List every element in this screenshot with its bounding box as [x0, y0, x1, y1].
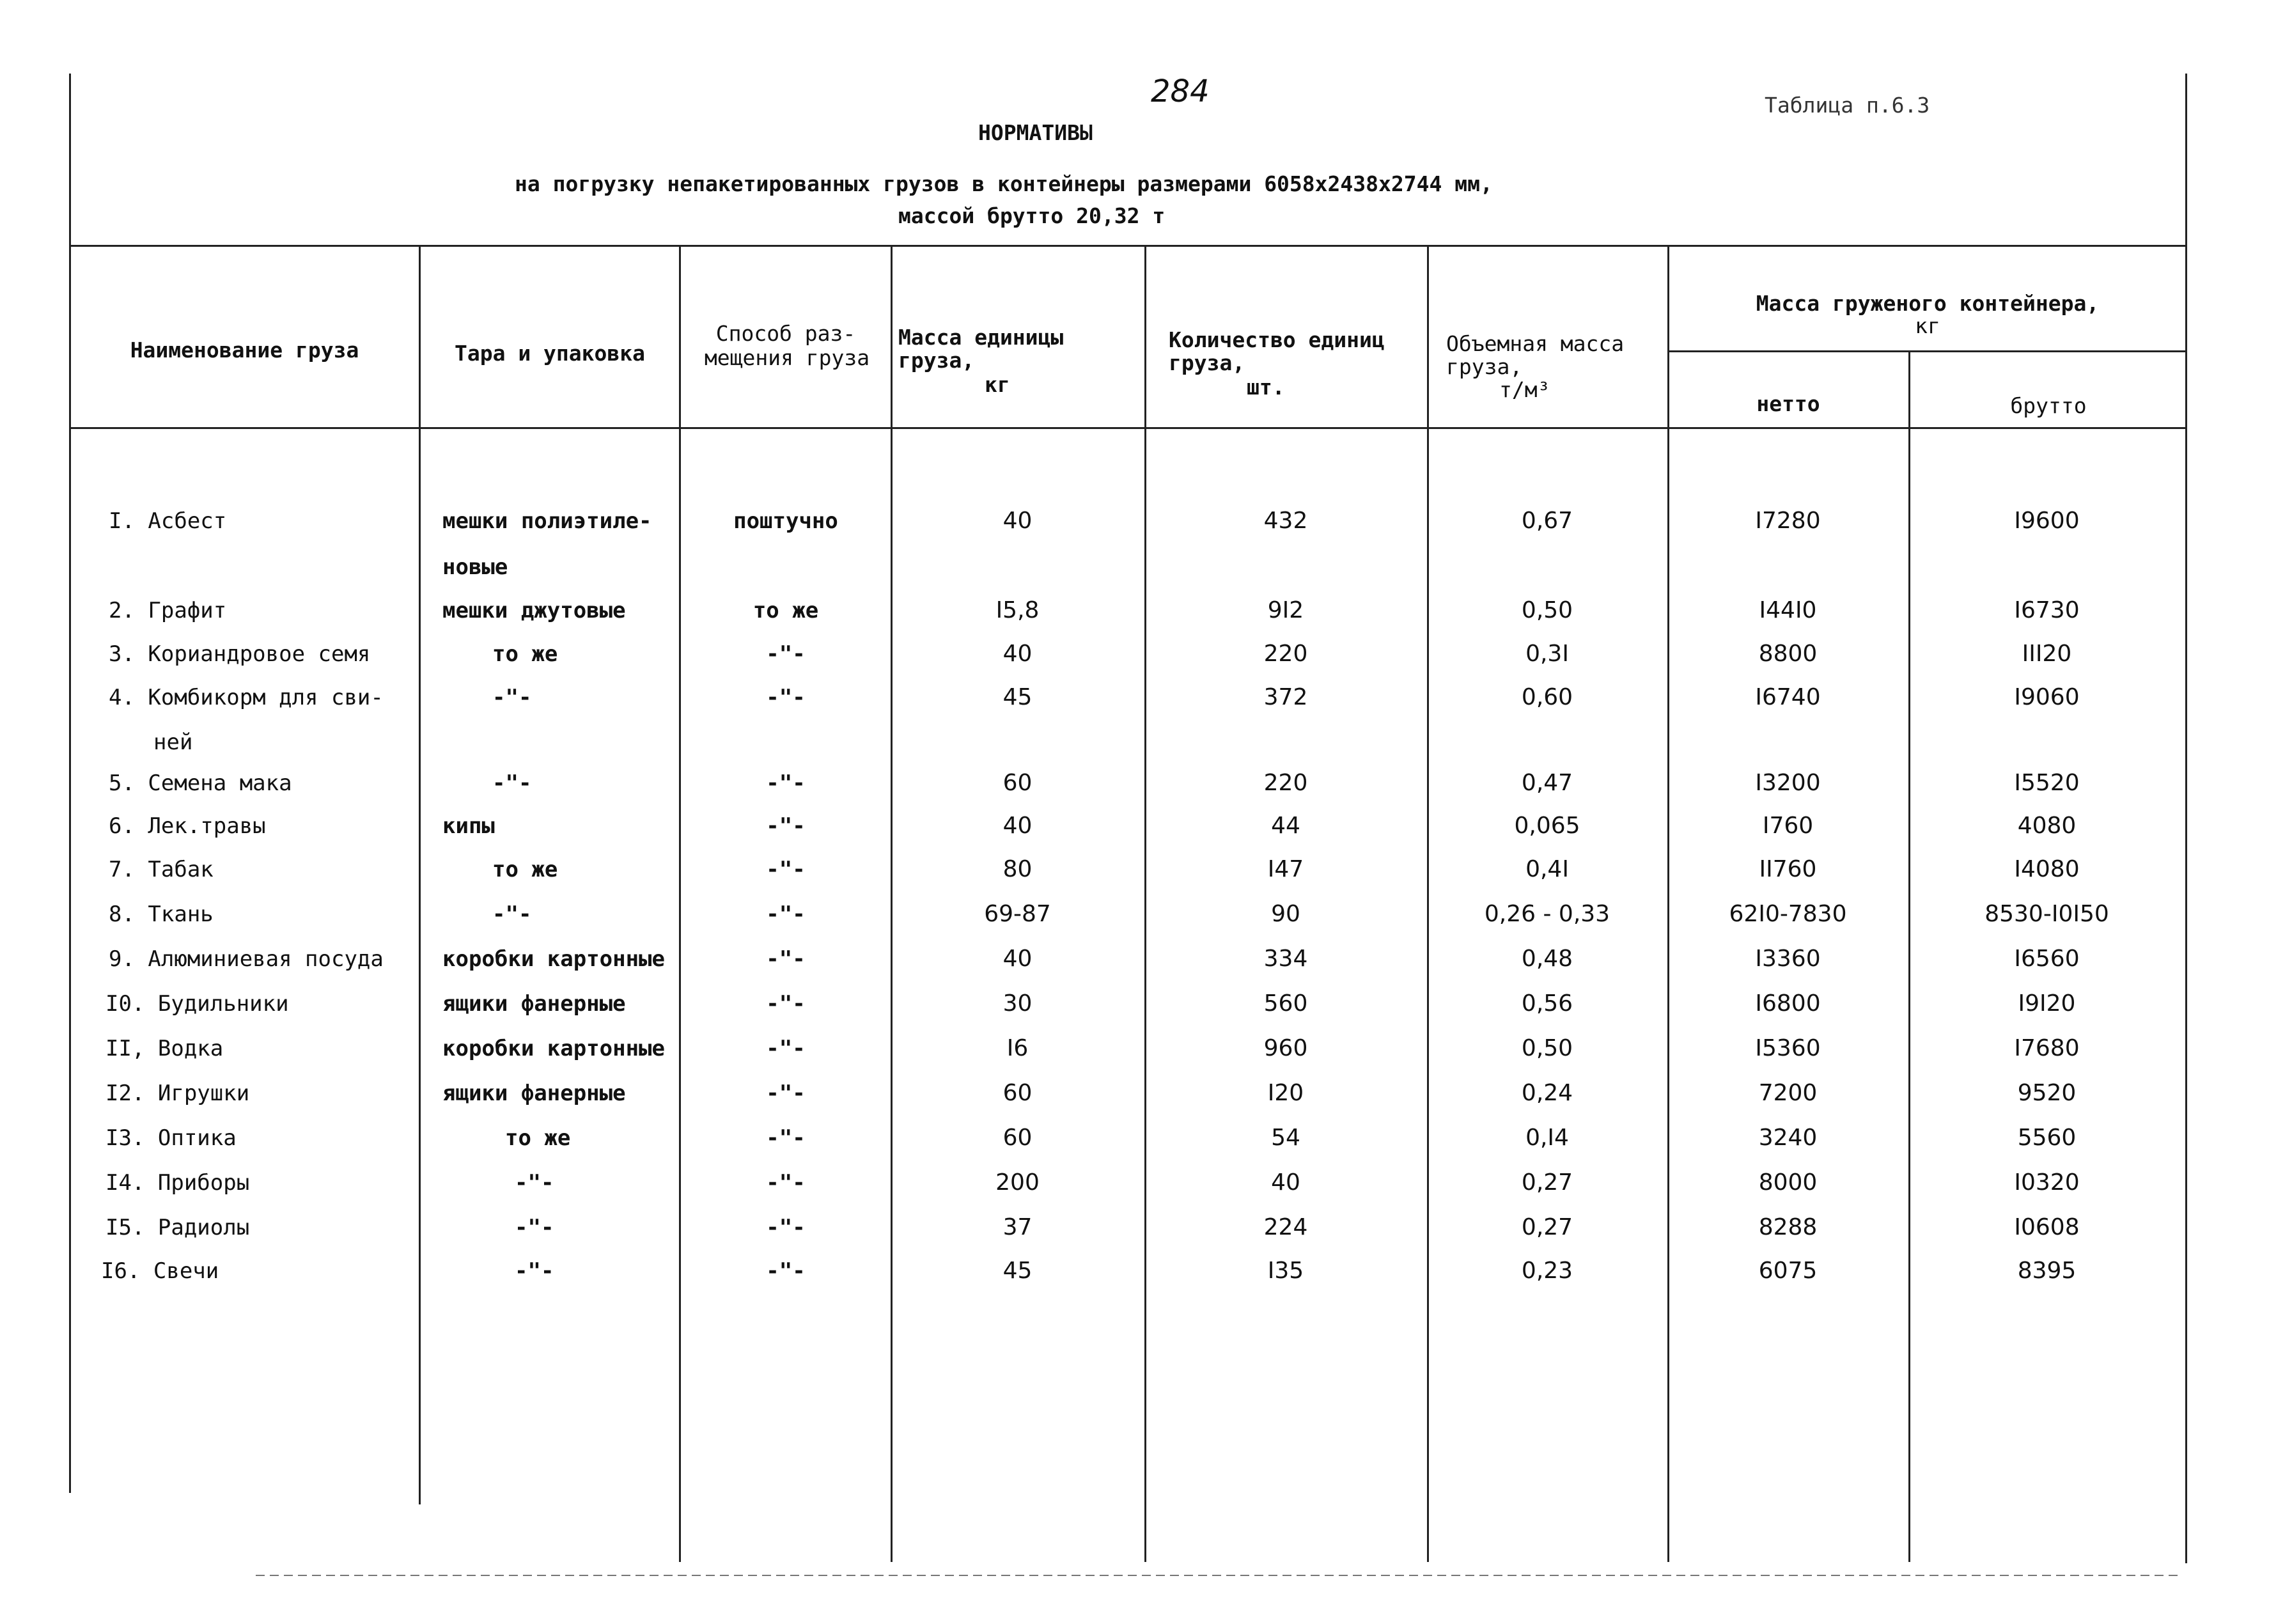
- cell-packing: то же: [492, 641, 558, 667]
- cell-packing: -"-: [515, 1258, 554, 1284]
- cell-brutto: I0320: [2014, 1169, 2080, 1196]
- cell-brutto: I9I20: [2018, 990, 2076, 1017]
- table-row: [0, 1215, 2269, 1258]
- cell-volume-mass: 0,56: [1521, 990, 1573, 1017]
- cell-count: 40: [1271, 1169, 1300, 1196]
- cell-packing: ящики фанерные: [442, 1081, 626, 1106]
- cell-method: -"-: [766, 685, 806, 710]
- table-row: [0, 1258, 2269, 1302]
- cell-packing: ящики фанерные: [442, 991, 626, 1017]
- cell-netto: 7200: [1758, 1080, 1818, 1106]
- cell-method: то же: [752, 598, 819, 623]
- col-header-volume-mass-2: груза,: [1446, 354, 1523, 379]
- cell-count: I20: [1267, 1080, 1304, 1106]
- col-header-name: Наименование груза: [130, 338, 359, 363]
- cell-method: -"-: [766, 813, 806, 839]
- cell-unit-mass: 40: [1002, 813, 1033, 839]
- cell-name: II, Водка: [105, 1036, 224, 1061]
- cell-count: 372: [1263, 684, 1308, 710]
- cell-name: 6. Лек.травы: [109, 813, 266, 839]
- cell-count: I35: [1267, 1258, 1304, 1284]
- cell-volume-mass: 0,50: [1521, 1035, 1573, 1061]
- cell-name: 4. Комбикорм для сви-: [109, 685, 384, 710]
- cell-unit-mass: 40: [1002, 641, 1033, 667]
- col-header-method-1: Способ раз-: [715, 321, 856, 346]
- cell-count: 44: [1271, 813, 1300, 839]
- cell-name-cont: ней: [153, 730, 193, 755]
- cell-count: 90: [1271, 901, 1300, 927]
- col-header-unit-mass-2: груза,: [898, 348, 975, 373]
- title-line3: массой брутто 20,32 т: [898, 203, 1166, 228]
- cell-count: 560: [1263, 990, 1308, 1017]
- cell-name: 8. Ткань: [109, 902, 214, 927]
- cell-method: -"-: [766, 1215, 806, 1240]
- table-row: [0, 991, 2269, 1035]
- table-row: [0, 1170, 2269, 1214]
- cell-volume-mass: 0,47: [1521, 770, 1573, 796]
- cell-unit-mass: I6: [1006, 1035, 1029, 1061]
- cell-volume-mass: 0,27: [1521, 1169, 1573, 1196]
- col-header-volume-mass-3: т/м³: [1499, 377, 1550, 402]
- cell-name: 9. Алюминиевая посуда: [109, 946, 384, 972]
- cell-volume-mass: 0,I4: [1525, 1125, 1569, 1151]
- cell-volume-mass: 0,3I: [1525, 641, 1569, 667]
- cell-count: 9I2: [1267, 597, 1304, 623]
- cell-method: -"-: [766, 1170, 806, 1196]
- cell-method: -"-: [766, 641, 806, 667]
- cell-netto: I5360: [1755, 1035, 1821, 1061]
- col-header-unit-mass-3: кг: [985, 372, 1010, 397]
- cell-unit-mass: I5,8: [995, 597, 1040, 623]
- table-row: [0, 813, 2269, 857]
- cell-netto: I760: [1762, 813, 1814, 839]
- cell-method: -"-: [766, 1125, 806, 1151]
- cell-count: I47: [1267, 856, 1304, 882]
- cell-volume-mass: 0,4I: [1525, 856, 1569, 882]
- cell-count: 432: [1263, 508, 1308, 534]
- col-header-loaded-mass-1: Масса груженого контейнера,: [1756, 291, 2100, 316]
- cell-packing: мешки джутовые: [442, 598, 626, 623]
- cell-brutto: 8530-I0I50: [1984, 901, 2109, 927]
- cell-packing: мешки полиэтиле-: [442, 508, 652, 534]
- cell-count: 224: [1263, 1214, 1308, 1240]
- cell-volume-mass: 0,60: [1521, 684, 1573, 710]
- cell-netto: 8800: [1758, 641, 1818, 667]
- page-number: 284: [1151, 74, 1210, 109]
- cell-brutto: III20: [2022, 641, 2072, 667]
- col-header-brutto: брутто: [2010, 393, 2087, 418]
- col-header-packing: Тара и упаковка: [454, 341, 645, 366]
- cell-brutto: 4080: [2017, 813, 2077, 839]
- cell-netto: 8288: [1758, 1214, 1818, 1240]
- cell-packing: -"-: [492, 770, 532, 796]
- col-header-netto: нетто: [1756, 391, 1820, 416]
- table-number: Таблица п.6.3: [1765, 93, 1930, 118]
- col-header-loaded-mass-2: кг: [1915, 313, 1940, 338]
- cell-packing-cont: новые: [442, 554, 508, 580]
- cell-packing: -"-: [492, 685, 532, 710]
- cell-method: -"-: [766, 946, 806, 972]
- cell-name: I2. Игрушки: [105, 1081, 250, 1106]
- cell-method: -"-: [766, 1258, 806, 1284]
- cell-volume-mass: 0,26 - 0,33: [1484, 901, 1610, 927]
- bottom-dashed-rule: [256, 1575, 2180, 1576]
- cell-name: 2. Графит: [109, 598, 227, 623]
- cell-packing: коробки картонные: [442, 946, 665, 972]
- title-bottom-rule: [69, 245, 2187, 247]
- cell-netto: 3240: [1758, 1125, 1818, 1151]
- cell-unit-mass: 69-87: [984, 901, 1051, 927]
- cell-method: -"-: [766, 1036, 806, 1061]
- cell-count: 220: [1263, 641, 1308, 667]
- table-row: [0, 598, 2269, 641]
- cell-method: -"-: [766, 857, 806, 882]
- cell-brutto: 5560: [2017, 1125, 2077, 1151]
- subheader-rule: [1667, 350, 2187, 352]
- cell-volume-mass: 0,48: [1521, 946, 1573, 972]
- cell-volume-mass: 0,065: [1514, 813, 1580, 839]
- cell-packing: то же: [505, 1125, 571, 1151]
- cell-name: I4. Приборы: [105, 1170, 250, 1196]
- cell-unit-mass: 60: [1002, 1125, 1033, 1151]
- cell-brutto: I9060: [2014, 684, 2080, 710]
- cell-unit-mass: 80: [1002, 856, 1033, 882]
- cell-netto: I6740: [1755, 684, 1821, 710]
- cell-packing: -"-: [515, 1215, 554, 1240]
- cell-netto: I6800: [1755, 990, 1821, 1017]
- table-row: [0, 1125, 2269, 1169]
- cell-brutto: 8395: [2017, 1258, 2077, 1284]
- cell-name: 7. Табак: [109, 857, 214, 882]
- cell-brutto: I5520: [2014, 770, 2080, 796]
- table-row: [0, 1081, 2269, 1124]
- cell-method: -"-: [766, 1081, 806, 1106]
- cell-unit-mass: 45: [1002, 684, 1033, 710]
- cell-netto: I3200: [1755, 770, 1821, 796]
- cell-unit-mass: 60: [1002, 1080, 1033, 1106]
- cell-packing: коробки картонные: [442, 1036, 665, 1061]
- cell-netto: I3360: [1755, 946, 1821, 972]
- cell-brutto: I6730: [2014, 597, 2080, 623]
- table-row: [0, 1036, 2269, 1079]
- col-header-unit-mass-1: Масса единицы: [898, 325, 1064, 350]
- col-header-method-2: мещения груза: [704, 345, 870, 370]
- col-header-count-1: Количество единиц: [1169, 327, 1385, 352]
- cell-netto: 8000: [1758, 1169, 1818, 1196]
- cell-name: I6. Свечи: [101, 1258, 219, 1284]
- cell-method: -"-: [766, 770, 806, 796]
- cell-volume-mass: 0,27: [1521, 1214, 1573, 1240]
- col-header-count-3: шт.: [1247, 375, 1285, 400]
- cell-count: 220: [1263, 770, 1308, 796]
- cell-count: 960: [1263, 1035, 1308, 1061]
- cell-volume-mass: 0,23: [1521, 1258, 1573, 1284]
- cell-count: 54: [1271, 1125, 1300, 1151]
- cell-packing: то же: [492, 857, 558, 882]
- cell-unit-mass: 45: [1002, 1258, 1033, 1284]
- cell-method: -"-: [766, 902, 806, 927]
- cell-name: 3. Кориандровое семя: [109, 641, 371, 667]
- cell-unit-mass: 60: [1002, 770, 1033, 796]
- cell-netto: II760: [1759, 856, 1817, 882]
- table-row: [0, 902, 2269, 945]
- col-header-count-2: груза,: [1169, 350, 1245, 375]
- cell-packing: кипы: [442, 813, 495, 839]
- table-row: [0, 641, 2269, 685]
- cell-name: I0. Будильники: [105, 991, 289, 1017]
- cell-netto: I7280: [1755, 508, 1821, 534]
- cell-netto: 62I0-7830: [1729, 901, 1847, 927]
- table-row: [0, 946, 2269, 990]
- cell-name: 5. Семена мака: [109, 770, 292, 796]
- table-row: [0, 684, 2269, 755]
- table-row: [0, 770, 2269, 814]
- cell-method: поштучно: [733, 508, 838, 534]
- cell-volume-mass: 0,50: [1521, 597, 1573, 623]
- table-row: [0, 508, 2269, 580]
- cell-brutto: I6560: [2014, 946, 2080, 972]
- header-bottom-rule: [69, 427, 2187, 429]
- cell-brutto: I4080: [2014, 856, 2080, 882]
- title-line2: на погрузку непакетированных грузов в контейнеры размерами 6058х2438х2744 мм,: [515, 171, 1493, 196]
- cell-method: -"-: [766, 991, 806, 1017]
- cell-packing: -"-: [492, 902, 532, 927]
- table-row: [0, 857, 2269, 900]
- cell-netto: I44I0: [1759, 597, 1817, 623]
- cell-packing: -"-: [515, 1170, 554, 1196]
- cell-unit-mass: 30: [1002, 990, 1033, 1017]
- cell-unit-mass: 200: [995, 1169, 1040, 1196]
- cell-brutto: I7680: [2014, 1035, 2080, 1061]
- cell-brutto: 9520: [2017, 1080, 2077, 1106]
- cell-name: I5. Радиолы: [105, 1215, 250, 1240]
- col-header-volume-mass-1: Объемная масса: [1446, 331, 1625, 356]
- cell-name: I3. Оптика: [105, 1125, 237, 1151]
- cell-unit-mass: 40: [1002, 508, 1033, 534]
- cell-netto: 6075: [1758, 1258, 1818, 1284]
- title-line1: НОРМАТИВЫ: [978, 120, 1093, 145]
- cell-unit-mass: 40: [1002, 946, 1033, 972]
- cell-brutto: I9600: [2014, 508, 2080, 534]
- cell-volume-mass: 0,67: [1521, 508, 1573, 534]
- cell-unit-mass: 37: [1002, 1214, 1033, 1240]
- cell-brutto: I0608: [2014, 1214, 2080, 1240]
- cell-count: 334: [1263, 946, 1308, 972]
- cell-volume-mass: 0,24: [1521, 1080, 1573, 1106]
- cell-name: I. Асбест: [109, 508, 227, 534]
